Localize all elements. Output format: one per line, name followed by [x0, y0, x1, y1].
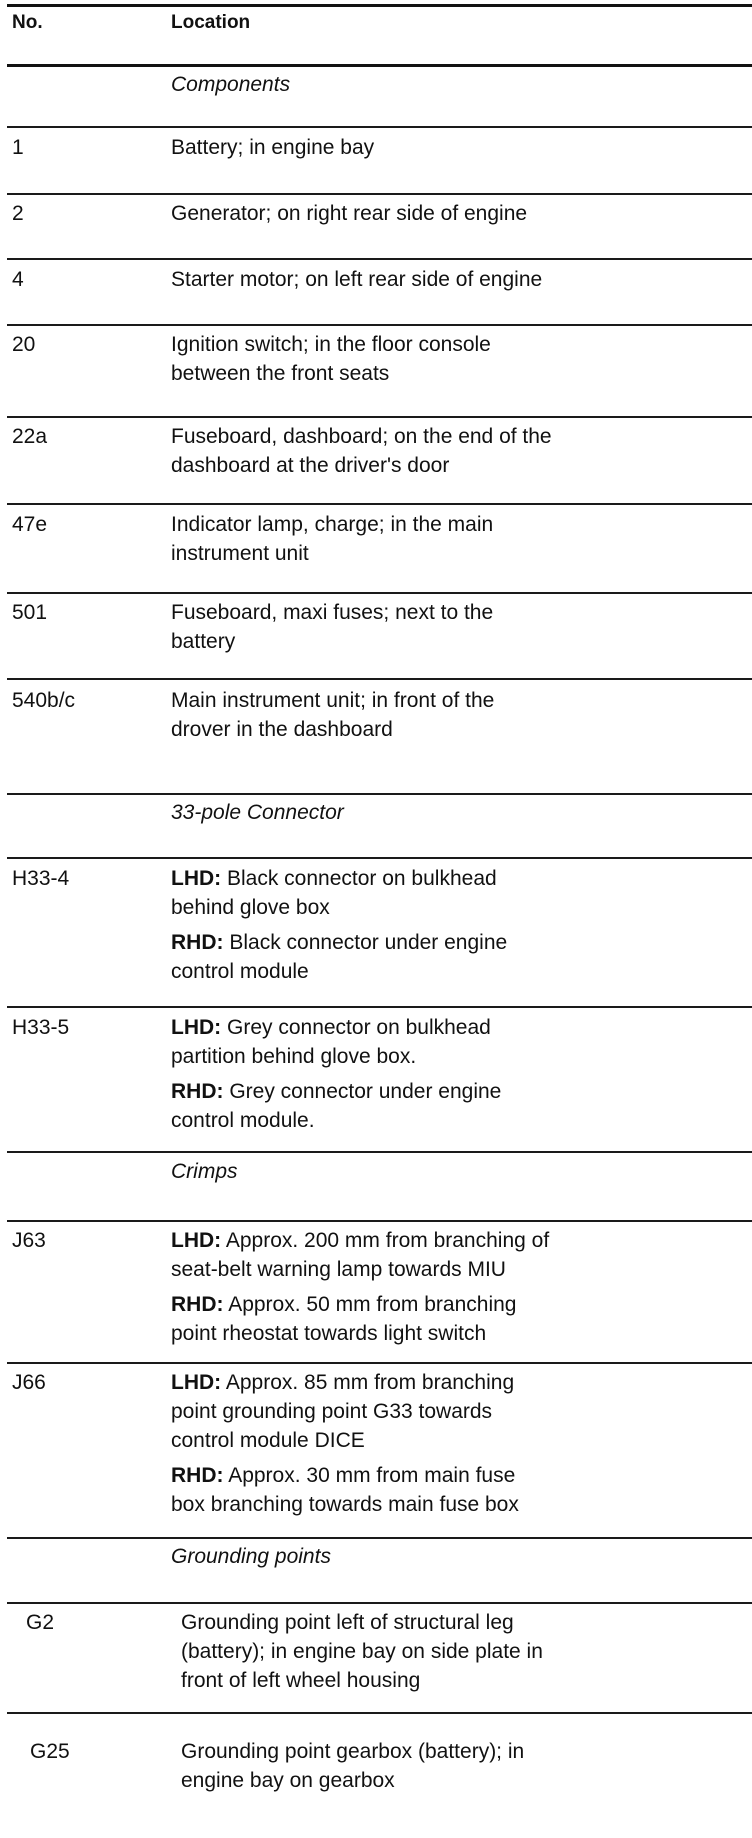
- row-number: 22a: [12, 425, 48, 448]
- location-line: Approx. 30 mm from main fuse: [228, 1464, 516, 1487]
- location-line: control module: [171, 960, 309, 983]
- lhd-tag: LHD:: [171, 1229, 222, 1252]
- lhd-entry: [171, 864, 731, 922]
- location-line: box branching towards main fuse box: [171, 1493, 519, 1516]
- row-number: J63: [12, 1229, 46, 1252]
- location-line: drover in the dashboard: [171, 718, 393, 741]
- rhd-entry: [171, 928, 731, 986]
- rhd-entry: [171, 1461, 731, 1519]
- row-divider: [7, 1151, 752, 1153]
- location-line: control module.: [171, 1109, 315, 1132]
- section-crimps: Crimps: [171, 1160, 238, 1183]
- rhd-tag: RHD:: [171, 931, 224, 954]
- header-rule: [7, 64, 752, 67]
- lhd-entry: [171, 1368, 731, 1455]
- row-divider: [7, 1362, 752, 1364]
- row-number: 540b/c: [12, 689, 76, 712]
- location-line: front of left wheel housing: [181, 1669, 421, 1692]
- row-divider: [7, 324, 752, 326]
- row-number: 2: [12, 202, 24, 225]
- row-divider: [7, 793, 752, 795]
- row-divider: [7, 1712, 752, 1714]
- row-location: [171, 422, 731, 480]
- row-location: [181, 1608, 741, 1695]
- lhd-entry: [171, 1226, 731, 1284]
- lhd-entry: [171, 1013, 731, 1071]
- row-number: G25: [30, 1740, 70, 1763]
- row-divider: [7, 1602, 752, 1604]
- rhd-entry: [171, 1077, 731, 1135]
- location-line: point grounding point G33 towards: [171, 1400, 493, 1423]
- row-number: H33-5: [12, 1016, 70, 1039]
- row-divider: [7, 1006, 752, 1008]
- row-location: Generator; on right rear side of engine: [171, 202, 528, 225]
- row-number: J66: [12, 1371, 46, 1394]
- row-divider: [7, 1220, 752, 1222]
- row-location: [171, 598, 731, 656]
- location-line: between the front seats: [171, 362, 390, 385]
- section-connector: 33-pole Connector: [171, 801, 344, 824]
- row-location: [171, 686, 731, 744]
- location-line: seat-belt warning lamp towards MIU: [171, 1258, 506, 1281]
- location-line: engine bay on gearbox: [181, 1769, 395, 1792]
- row-divider: [7, 416, 752, 418]
- row-number: 20: [12, 333, 36, 356]
- location-line: Fuseboard, maxi fuses; next to the: [171, 601, 494, 624]
- location-line: (battery); in engine bay on side plate in: [181, 1640, 543, 1663]
- rhd-tag: RHD:: [171, 1080, 224, 1103]
- rhd-entry: [171, 1290, 731, 1348]
- row-number: 501: [12, 601, 48, 624]
- row-location: Starter motor; on left rear side of engine: [171, 268, 543, 291]
- location-line: Indicator lamp, charge; in the main: [171, 513, 494, 536]
- location-line: Main instrument unit; in front of the: [171, 689, 495, 712]
- row-divider: [7, 258, 752, 260]
- location-line: instrument unit: [171, 542, 309, 565]
- row-location: [171, 1368, 731, 1525]
- row-divider: [7, 503, 752, 505]
- lhd-tag: LHD:: [171, 1016, 222, 1039]
- location-line: Approx. 50 mm from branching: [228, 1293, 517, 1316]
- header-location: Location: [171, 12, 251, 33]
- location-line: point rheostat towards light switch: [171, 1322, 487, 1345]
- row-number: G2: [26, 1611, 55, 1634]
- row-location: Battery; in engine bay: [171, 136, 375, 159]
- row-divider: [7, 193, 752, 195]
- location-line: control module DICE: [171, 1429, 365, 1452]
- location-line: battery: [171, 630, 236, 653]
- section-grounding: Grounding points: [171, 1545, 331, 1568]
- location-line: partition behind glove box.: [171, 1045, 417, 1068]
- location-line: Grey connector under engine: [229, 1080, 502, 1103]
- row-location: [171, 510, 731, 568]
- row-location: [171, 330, 731, 388]
- row-divider: [7, 1537, 752, 1539]
- table-header: [0, 12, 752, 42]
- row-number: H33-4: [12, 867, 70, 890]
- row-divider: [7, 857, 752, 859]
- top-rule: [7, 4, 752, 7]
- location-line: Grey connector on bulkhead: [227, 1016, 491, 1039]
- row-location: [171, 864, 731, 992]
- location-line: Grounding point left of structural leg: [181, 1611, 514, 1634]
- location-line: Black connector under engine: [229, 931, 508, 954]
- row-divider: [7, 126, 752, 128]
- location-line: Ignition switch; in the floor console: [171, 333, 491, 356]
- location-line: dashboard at the driver's door: [171, 454, 450, 477]
- header-no: No.: [12, 12, 43, 33]
- rhd-tag: RHD:: [171, 1293, 224, 1316]
- row-divider: [7, 678, 752, 680]
- location-line: behind glove box: [171, 896, 330, 919]
- rhd-tag: RHD:: [171, 1464, 224, 1487]
- row-location: [171, 1013, 731, 1141]
- location-line: Approx. 200 mm from branching of: [225, 1229, 550, 1252]
- row-number: 4: [12, 268, 24, 291]
- lhd-tag: LHD:: [171, 867, 222, 890]
- row-number: 47e: [12, 513, 48, 536]
- row-location: [171, 1226, 731, 1354]
- row-divider: [7, 592, 752, 594]
- section-components: Components: [171, 73, 291, 96]
- row-number: 1: [12, 136, 24, 159]
- location-line: Approx. 85 mm from branching: [225, 1371, 515, 1394]
- lhd-tag: LHD:: [171, 1371, 222, 1394]
- location-line: Fuseboard, dashboard; on the end of the: [171, 425, 552, 448]
- row-location: [181, 1737, 741, 1795]
- location-line: Grounding point gearbox (battery); in: [181, 1740, 525, 1763]
- location-line: Black connector on bulkhead: [227, 867, 497, 890]
